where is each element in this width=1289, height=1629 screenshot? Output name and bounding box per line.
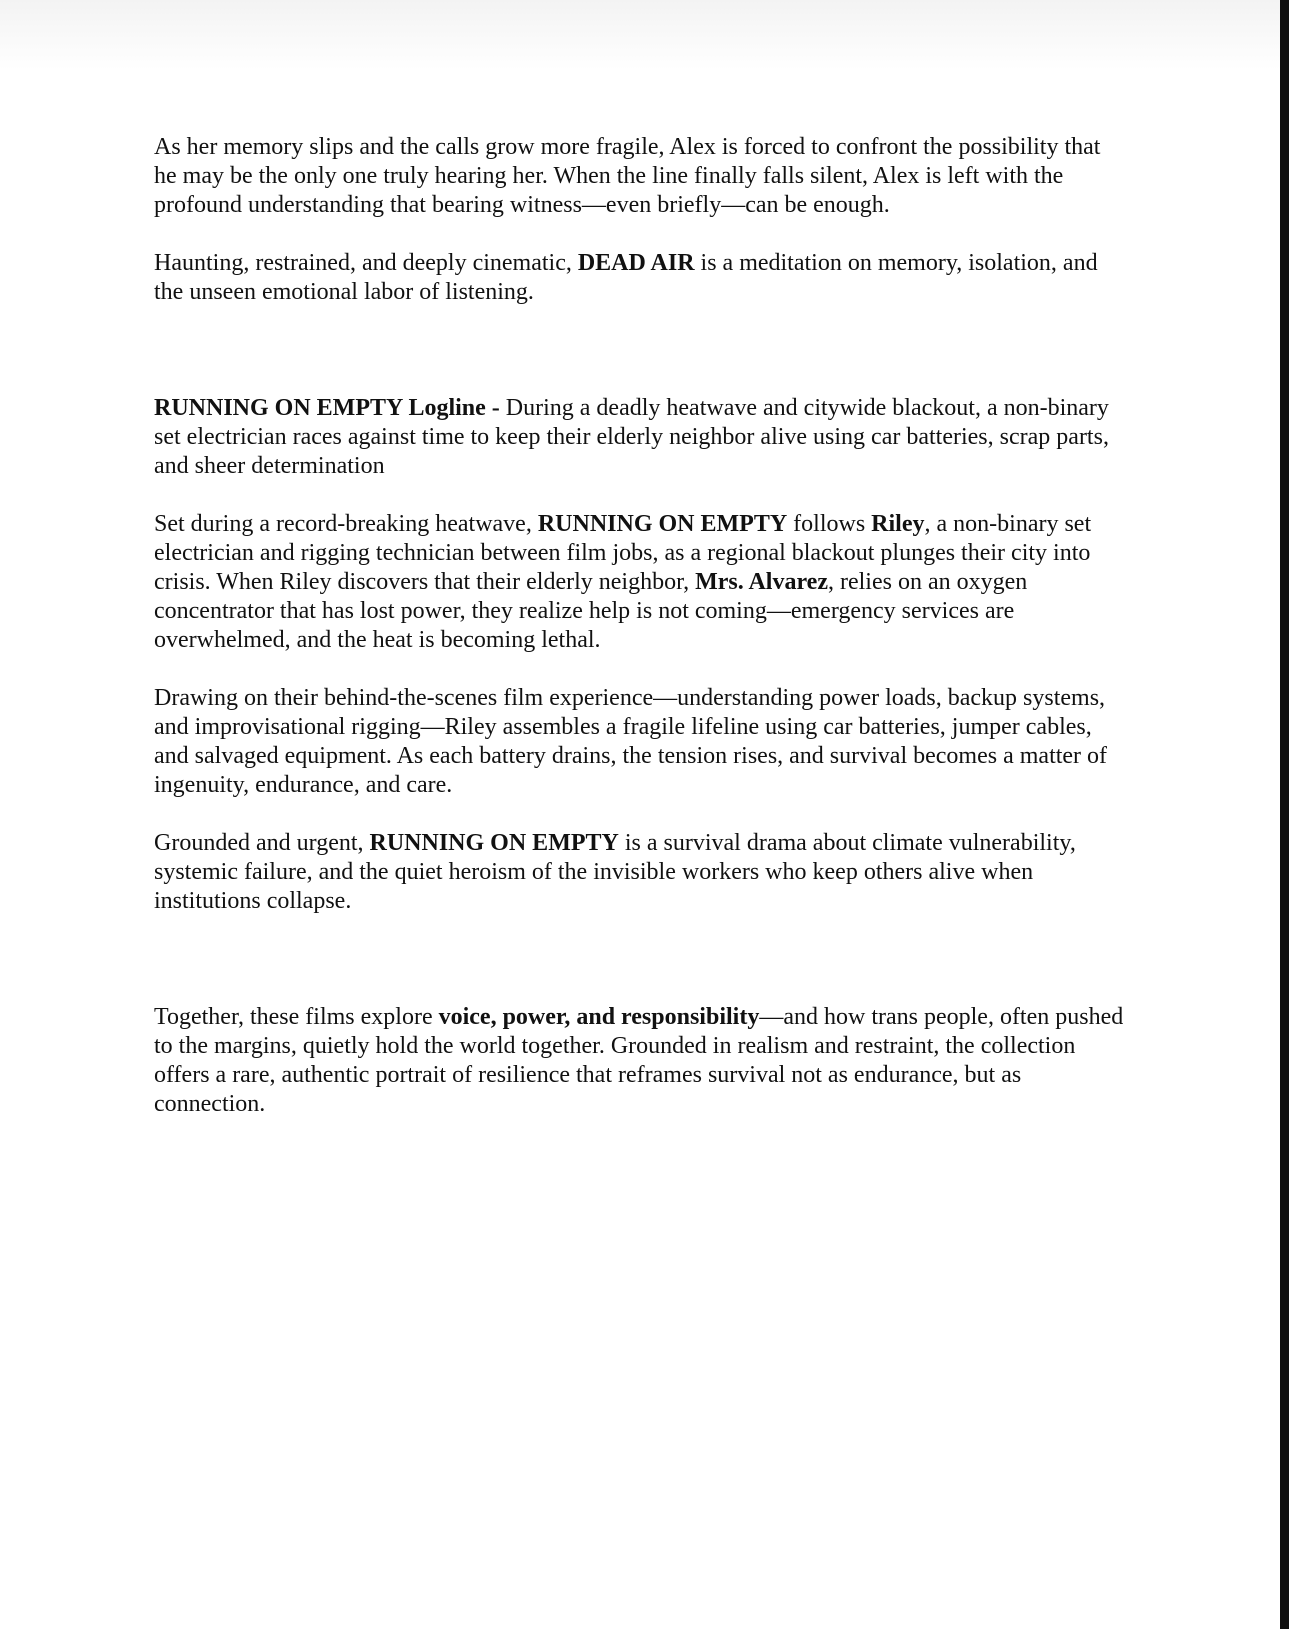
paragraph-running-summary — [154, 829, 1126, 916]
character-name-mrs-alvarez: Mrs. Alvarez — [695, 569, 828, 595]
document-body — [154, 133, 1126, 1119]
paragraph-text: Haunting, restrained, and deeply cinematic, — [154, 250, 578, 276]
paragraph-text: is a meditation on memory, isolation, and the unseen emotional labor of listening. — [154, 250, 1098, 305]
paragraph-experience — [154, 684, 1126, 800]
emphasis-voice-power-responsibility: voice, power, and responsibility — [438, 1004, 760, 1030]
paragraph-together — [154, 1003, 1126, 1119]
character-name-riley: Riley — [871, 511, 925, 537]
paragraph-dead-air-summary — [154, 249, 1126, 307]
paragraph-text: Set during a record-breaking heatwave, — [154, 511, 538, 537]
page-top-shade — [0, 0, 1280, 70]
logline-heading: RUNNING ON EMPTY Logline - — [154, 395, 500, 421]
paragraph-logline — [154, 394, 1126, 481]
film-title-dead-air: DEAD AIR — [577, 250, 695, 276]
paragraph-synopsis — [154, 510, 1126, 655]
film-title-running-on-empty: RUNNING ON EMPTY — [369, 830, 619, 856]
paragraph-text: follows — [787, 511, 872, 537]
logline-text: During a deadly heatwave and citywide blackout, a non-binary set electrician races against time to keep their elderly neighbor alive using car batteries, scrap parts, and sheer determination — [154, 395, 1109, 479]
paragraph-text: is a survival drama about climate vulnerability, systemic failure, and the quiet heroism of the invisible workers who keep others alive when institutions collapse. — [154, 830, 1076, 914]
paragraph-text: , a non-binary set electrician and rigging technician between film jobs, as a regional blackout plunges their city into crisis. When Riley discovers that their elderly neighbor, — [154, 511, 1092, 595]
film-title-running-on-empty: RUNNING ON EMPTY — [537, 511, 788, 537]
page-right-edge — [1280, 0, 1289, 1629]
paragraph-text: , relies on an oxygen concentrator that has lost power, they realize help is not coming—emergency services are overwhelmed, and the heat is becoming lethal. — [154, 569, 1028, 653]
paragraph-text: Drawing on their behind-the-scenes film experience—understanding power loads, backup systems, and improvisational rigging—Riley assembles a fragile lifeline using car batteries, jumper cables, and salvaged equipment. As each battery drains, the tension rises, and survival becomes a matter of ingenuity, endurance, and care. — [154, 685, 1108, 798]
paragraph-text: Grounded and urgent, — [154, 830, 370, 856]
paragraph-text: Together, these films explore — [154, 1004, 439, 1030]
paragraph-text: —and how trans people, often pushed to the margins, quietly hold the world together. Grounded in realism and restraint, the collection offers a rare, authentic portrait of resilience that reframes survival not as endurance, but as connection. — [154, 1004, 1124, 1117]
paragraph-memory — [154, 133, 1126, 220]
paragraph-text: As her memory slips and the calls grow more fragile, Alex is forced to confront the possibility that he may be the only one truly hearing her. When the line finally falls silent, Alex is left with the profound understanding that bearing witness—even briefly—can be enough. — [154, 134, 1101, 218]
